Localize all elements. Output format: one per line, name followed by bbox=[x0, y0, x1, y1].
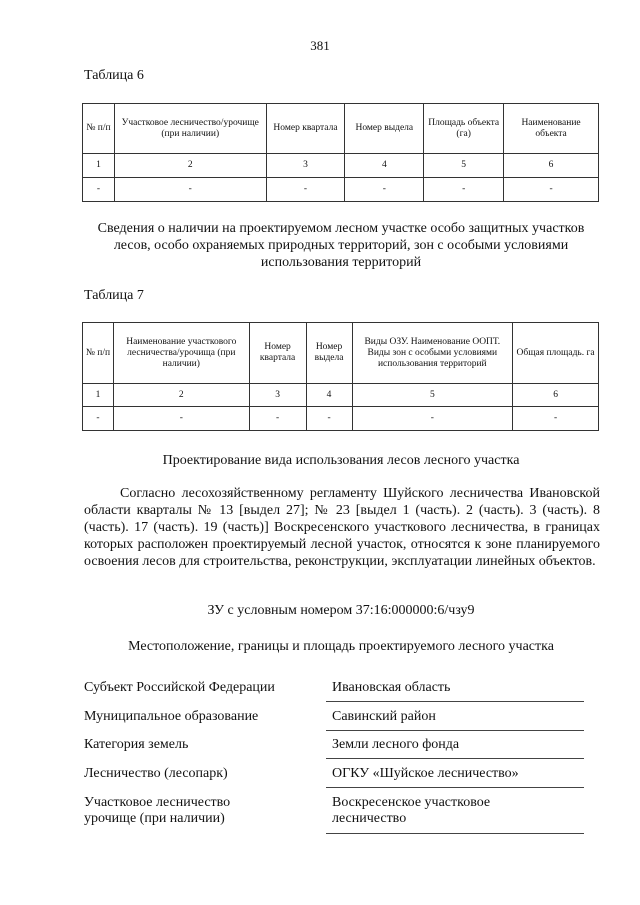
field-underline bbox=[326, 701, 584, 702]
table7-cell: 6 bbox=[513, 384, 599, 407]
field-label-land-category: Категория земель bbox=[84, 737, 189, 752]
field-underline bbox=[326, 833, 584, 834]
table6-header-cell: Наименование объекта bbox=[504, 104, 599, 154]
table6-caption: Таблица 6 bbox=[84, 68, 144, 83]
table6-cell: - bbox=[345, 178, 424, 202]
table6-cell: - bbox=[83, 178, 115, 202]
table7-cell: - bbox=[352, 407, 513, 431]
table6-cell: - bbox=[504, 178, 599, 202]
table6-cell: 1 bbox=[83, 154, 115, 178]
table6-cell: - bbox=[266, 178, 345, 202]
section-title-protected-areas: Сведения о наличии на проектируемом лесном участке особо защитных участков лесов, особо охраняемых природных территорий, зон с особыми условиями использования территорий bbox=[97, 221, 585, 270]
table6-cell: 4 bbox=[345, 154, 424, 178]
table7-header-cell: Номер квартала bbox=[249, 323, 306, 384]
field-label-subject: Субъект Российской Федерации bbox=[84, 680, 275, 695]
field-value-land-category: Земли лесного фонда bbox=[332, 737, 460, 752]
section-title-forest-use: Проектирование вида использования лесов лесного участка bbox=[162, 453, 520, 468]
table7-index-row bbox=[83, 384, 599, 407]
table6-cell: 6 bbox=[504, 154, 599, 178]
field-value-municipality: Савинский район bbox=[332, 709, 436, 724]
table7-cell: - bbox=[249, 407, 306, 431]
paragraph-regulation bbox=[84, 485, 600, 570]
field-label-forestry: Лесничество (лесопарк) bbox=[84, 766, 228, 781]
table7-cell: 4 bbox=[306, 384, 352, 407]
field-value-subject: Ивановская область bbox=[332, 680, 451, 695]
table6 bbox=[82, 103, 599, 202]
page-number: 381 bbox=[310, 38, 330, 53]
table7-header-cell: Номер выдела bbox=[306, 323, 352, 384]
table7-cell: 2 bbox=[113, 384, 249, 407]
table7-cell: - bbox=[513, 407, 599, 431]
table7-header-row bbox=[83, 323, 599, 384]
table6-header-cell: Номер квартала bbox=[266, 104, 345, 154]
table6-cell: 2 bbox=[114, 154, 266, 178]
field-underline bbox=[326, 758, 584, 759]
table7-caption: Таблица 7 bbox=[84, 288, 144, 303]
table6-index-row bbox=[83, 154, 599, 178]
field-value-district-forestry: Воскресенское участковое лесничество bbox=[332, 795, 491, 826]
table-row bbox=[83, 178, 599, 202]
field-underline bbox=[326, 730, 584, 731]
table7-cell: - bbox=[306, 407, 352, 431]
table6-header-cell: Участковое лесничество/урочище (при наличии) bbox=[114, 104, 266, 154]
table7-header-cell: № п/п bbox=[83, 323, 114, 384]
table7-header-cell: Общая площадь. га bbox=[513, 323, 599, 384]
zu-title: ЗУ с условным номером 37:16:000000:6/чзу9 bbox=[207, 603, 475, 618]
table7-cell: - bbox=[113, 407, 249, 431]
table6-cell: 3 bbox=[266, 154, 345, 178]
table7-cell: 1 bbox=[83, 384, 114, 407]
field-label-district-forestry: Участковое лесничество урочище (при наличии) bbox=[84, 795, 231, 826]
table7-header-cell: Виды ОЗУ. Наименование ООПТ. Виды зон с особыми условиями использования территорий bbox=[352, 323, 513, 384]
paragraph-text: Согласно лесохозяйственному регламенту Шуйского лесничества Ивановской области кварталы № 13 [выдел 27]; № 23 [выдел 1 (часть). 2 (часть). 3 (часть). 8 (часть). 17 (часть). 19 (часть)] Воскресенского участкового лесничества, в границах которых расположен проектируемый лесной участок, относятся к зоне планируемого освоения лесов для строительства, реконструкции, эксплуатации линейных объектов. bbox=[84, 486, 600, 569]
field-label-municipality: Муниципальное образование bbox=[84, 709, 259, 724]
table6-cell: 5 bbox=[424, 154, 504, 178]
table7-cell: 5 bbox=[352, 384, 513, 407]
table-row bbox=[83, 407, 599, 431]
field-underline bbox=[326, 787, 584, 788]
table6-header-cell: Площадь объекта (га) bbox=[424, 104, 504, 154]
table6-header-row bbox=[83, 104, 599, 154]
location-title: Местоположение, границы и площадь проектируемого лесного участка bbox=[128, 639, 554, 654]
field-value-forestry: ОГКУ «Шуйское лесничество» bbox=[332, 766, 519, 781]
table6-header-cell: № п/п bbox=[83, 104, 115, 154]
table7-cell: - bbox=[83, 407, 114, 431]
table6-cell: - bbox=[424, 178, 504, 202]
table6-cell: - bbox=[114, 178, 266, 202]
table6-header-cell: Номер выдела bbox=[345, 104, 424, 154]
table7-header-cell: Наименование участкового лесничества/урочища (при наличии) bbox=[113, 323, 249, 384]
table7-cell: 3 bbox=[249, 384, 306, 407]
table7 bbox=[82, 322, 599, 431]
